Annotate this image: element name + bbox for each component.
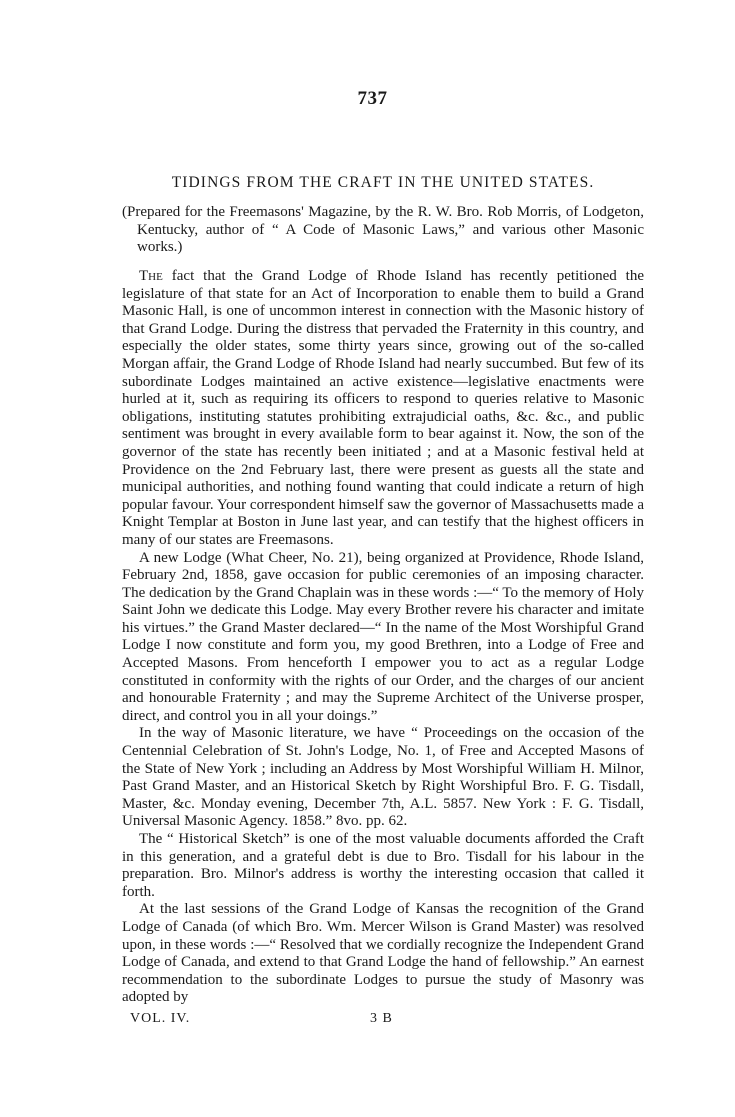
page-footer — [130, 1011, 550, 1031]
page-number: 737 — [357, 88, 388, 109]
signature-mark: 3 B — [370, 1011, 393, 1026]
byline-text — [122, 204, 644, 257]
article-byline — [122, 204, 644, 257]
paragraph-5: At the last sessions of the Grand Lodge of Kansas the recognition of the Grand Lodge of Canada (of which Bro. Wm. Mercer Wilson is Grand Master) was resolved upon, in these words :—“ Resolved that we cordially recognize the Independent Grand Lodge of Canada, and extend to that Grand Lodge the hand of fellowship.” An earnest recommendation to the subordinate Lodges to pursue the study of Masonry was adopted by — [122, 901, 644, 1006]
volume-label: VOL. IV. — [130, 1011, 191, 1026]
article-body — [122, 268, 644, 1007]
byline-line-2: of Lodgeton, Kentucky, author of “ A Code of Masonic Laws,” and various other Masonic works.) — [137, 204, 645, 255]
paragraph-2: A new Lodge (What Cheer, No. 21), being organized at Providence, Rhode Island, February 2nd, 1858, gave occasion for public ceremonies of an imposing character. The dedication by the Grand Chaplain was in these words :—“ To the memory of Holy Saint John we dedicate this Lodge. May every Brother revere his character and imitate his virtues.” the Grand Master declared—“ In the name of the Most Worshipful Grand Lodge I now constitute and form you, my good Brethren, into a Lodge of Free and Accepted Masons. From henceforth I empower you to act as a regular Lodge constituted in conformity with the rights of our Order, and the charges of our ancient and honourable Fraternity ; and may the Supreme Architect of the Universe prosper, direct, and control you in all your doings.” — [122, 549, 644, 724]
byline-line-1: (Prepared for the Freemasons' Magazine, by the R. W. Bro. Rob Morris, — [122, 204, 562, 220]
paragraph-4: The “ Historical Sketch” is one of the most valuable documents afforded the Craft in this generation, and a grateful debt is due to Bro. Tisdall for his labour in the preparation. Bro. Milnor's address is worthy the interesting occasion that called it forth. — [122, 831, 644, 900]
paragraph-1-lead: The — [139, 268, 163, 284]
paragraph-1-text: fact that the Grand Lodge of Rhode Island has recently petitioned the legislature of that state for an Act of Incorporation to enable them to build a Grand Masonic Hall, is one of uncommon interest in connection with the Masonic history of that Grand Lodge. During the distress that pervaded the Fraternity in this country, and especially the older states, some thirty years since, growing out of the so-called Morgan affair, the Grand Lodge of Rhode Island had nearly succumbed. But few of its subordinate Lodges maintained an active existence—legislative enactments were hurled at it, such as requiring its officers to respond to queries relative to Masonic obligations, instituting statutes prohibiting extrajudicial oaths, &c. &c., and public sentiment was brought in every available form to bear against it. Now, the son of the governor of the state has recently been initiated ; and at a Masonic festival held at Providence on the 2nd February last, there were present as guests all the state and municipal authorities, and nothing found wanting that could indicate a return of high popular favour. Your correspondent himself saw the governor of Massachusetts made a Knight Templar at Boston in June last year, and can testify that the highest officers in many of our states are Freemasons. — [122, 268, 644, 548]
article-title: TIDINGS FROM THE CRAFT IN THE UNITED STATES. — [171, 174, 595, 191]
paragraph-3: In the way of Masonic literature, we have “ Proceedings on the occasion of the Centennial Celebration of St. John's Lodge, No. 1, of Free and Accepted Masons of the State of New York ; including an Address by Most Worshipful William H. Milnor, Past Grand Master, and an Historical Sketch by Right Worshipful Bro. F. G. Tisdall, Master, &c. Monday evening, December 7th, A.L. 5857. New York : F. G. Tisdall, Universal Masonic Agency. 1858.” 8vo. pp. 62. — [122, 725, 644, 830]
paragraph-1 — [122, 268, 644, 550]
